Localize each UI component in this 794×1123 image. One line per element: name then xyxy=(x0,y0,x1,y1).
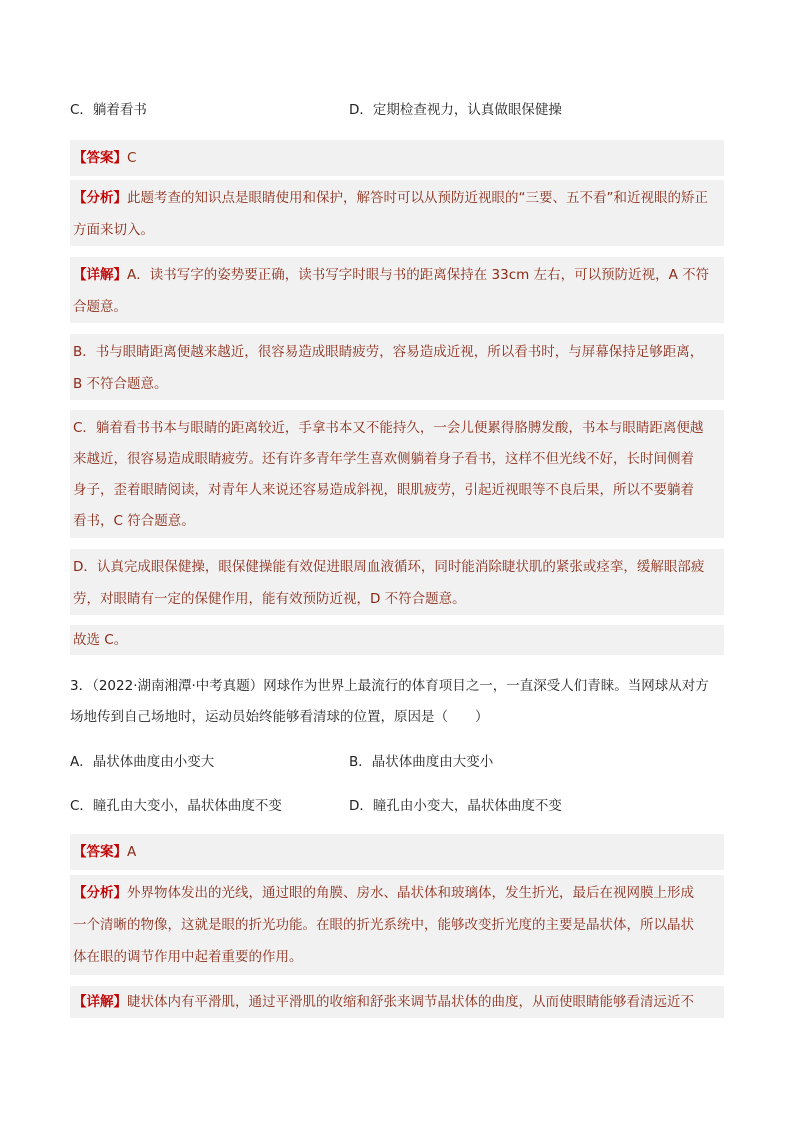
q3-analysis-line-3: 体在眼的调节作用中起着重要的作用。 xyxy=(73,949,303,965)
detail-tag: 【详解】 xyxy=(73,267,127,283)
q2-option-c: C．躺着看书 xyxy=(70,102,147,118)
q2-detail-c-line-4: 看书，C 符合题意。 xyxy=(73,513,195,529)
q2-detail-d-block xyxy=(70,549,724,615)
q2-detail-b-line-1: B．书与眼睛距离便越来越近，很容易造成眼睛疲劳，容易造成近视，所以看书时，与屏幕保持足够距离， xyxy=(73,344,704,360)
analysis-tag: 【分析】 xyxy=(73,885,127,901)
q3-detail-line-1 xyxy=(73,992,694,1012)
q2-conclusion-block xyxy=(70,625,724,655)
detail-tag: 【详解】 xyxy=(73,994,127,1010)
q2-option-d: D．定期检查视力，认真做眼保健操 xyxy=(349,102,562,118)
q3-stem-line-2: 场地传到自己场地时，运动员始终能够看清球的位置，原因是（ ） xyxy=(70,709,489,725)
answer-tag: 【答案】 xyxy=(73,150,127,166)
q2-detail-b-block xyxy=(70,334,724,400)
answer-tag: 【答案】 xyxy=(73,844,127,860)
q2-detail-d-line-1: D．认真完成眼保健操，眼保健操能有效促进眼周血液循环，同时能消除睫状肌的紧张或痉挛，缓解眼部疲 xyxy=(73,559,705,575)
q2-detail-c-line-2: 来越近，很容易造成眼睛疲劳。还有许多青年学生喜欢侧躺着身子看书，这样不但光线不好，长时间侧着 xyxy=(73,451,694,467)
analysis-text: 外界物体发出的光线，通过眼的角膜、房水、晶状体和玻璃体，发生折光，最后在视网膜上形成 xyxy=(127,885,694,901)
answer-value: C xyxy=(127,150,137,166)
q2-detail-a-block xyxy=(70,257,724,323)
q2-detail-c-block xyxy=(70,410,724,538)
q3-answer-block xyxy=(70,834,724,870)
q2-detail-line-2: 合题意。 xyxy=(73,299,127,315)
q2-detail-d-line-2: 劳，对眼睛有一定的保健作用，能有效预防近视，D 不符合题意。 xyxy=(73,591,466,607)
q3-detail-block xyxy=(70,986,724,1018)
answer-value: A xyxy=(127,844,137,860)
q3-option-a: A．晶状体曲度由小变大 xyxy=(70,754,215,770)
detail-text: 睫状体内有平滑肌，通过平滑肌的收缩和舒张来调节晶状体的曲度，从而使眼睛能够看清远近不 xyxy=(127,994,694,1010)
analysis-tag: 【分析】 xyxy=(73,190,127,206)
q2-analysis-line-1 xyxy=(73,188,708,208)
q3-option-c: C．瞳孔由大变小，晶状体曲度不变 xyxy=(70,798,282,814)
q3-analysis-line-2: 一个清晰的物像，这就是眼的折光功能。在眼的折光系统中，能够改变折光度的主要是晶状体，所以晶状 xyxy=(73,917,694,933)
q2-answer-line xyxy=(73,148,136,168)
q3-stem-line-1: 3．（2022·湖南湘潭·中考真题）网球作为世界上最流行的体育项目之一，一直深受人们青睐。当网球从对方 xyxy=(70,678,709,694)
q2-detail-c-line-1: C．躺着看书书本与眼睛的距离较近，手拿书本又不能持久，一会儿便累得胳膊发酸，书本与眼睛距离便越 xyxy=(73,420,704,436)
q3-analysis-line-1 xyxy=(73,883,694,903)
q3-answer-line xyxy=(73,842,136,862)
q2-analysis-block xyxy=(70,180,724,246)
q2-analysis-line-2: 方面来切入。 xyxy=(73,222,154,238)
q3-option-b: B．晶状体曲度由大变小 xyxy=(349,754,494,770)
q2-detail-b-line-2: B 不符合题意。 xyxy=(73,376,168,392)
q2-detail-c-line-3: 身子，歪着眼睛阅读，对青年人来说还容易造成斜视，眼肌疲劳，引起近视眼等不良后果，所以不要躺着 xyxy=(73,482,694,498)
q2-conclusion: 故选 C。 xyxy=(73,632,128,648)
q3-analysis-block xyxy=(70,875,724,975)
q3-option-d: D．瞳孔由小变大，晶状体曲度不变 xyxy=(349,798,562,814)
detail-text: A．读书写字的姿势要正确，读书写字时眼与书的距离保持在 33cm 左右，可以预防近视，A 不符 xyxy=(127,267,710,283)
analysis-text: 此题考查的知识点是眼睛使用和保护，解答时可以从预防近视眼的“三要、五不看”和近视眼的矫正 xyxy=(127,190,708,206)
q2-detail-line-1 xyxy=(73,265,709,285)
q2-answer-block xyxy=(70,140,724,176)
